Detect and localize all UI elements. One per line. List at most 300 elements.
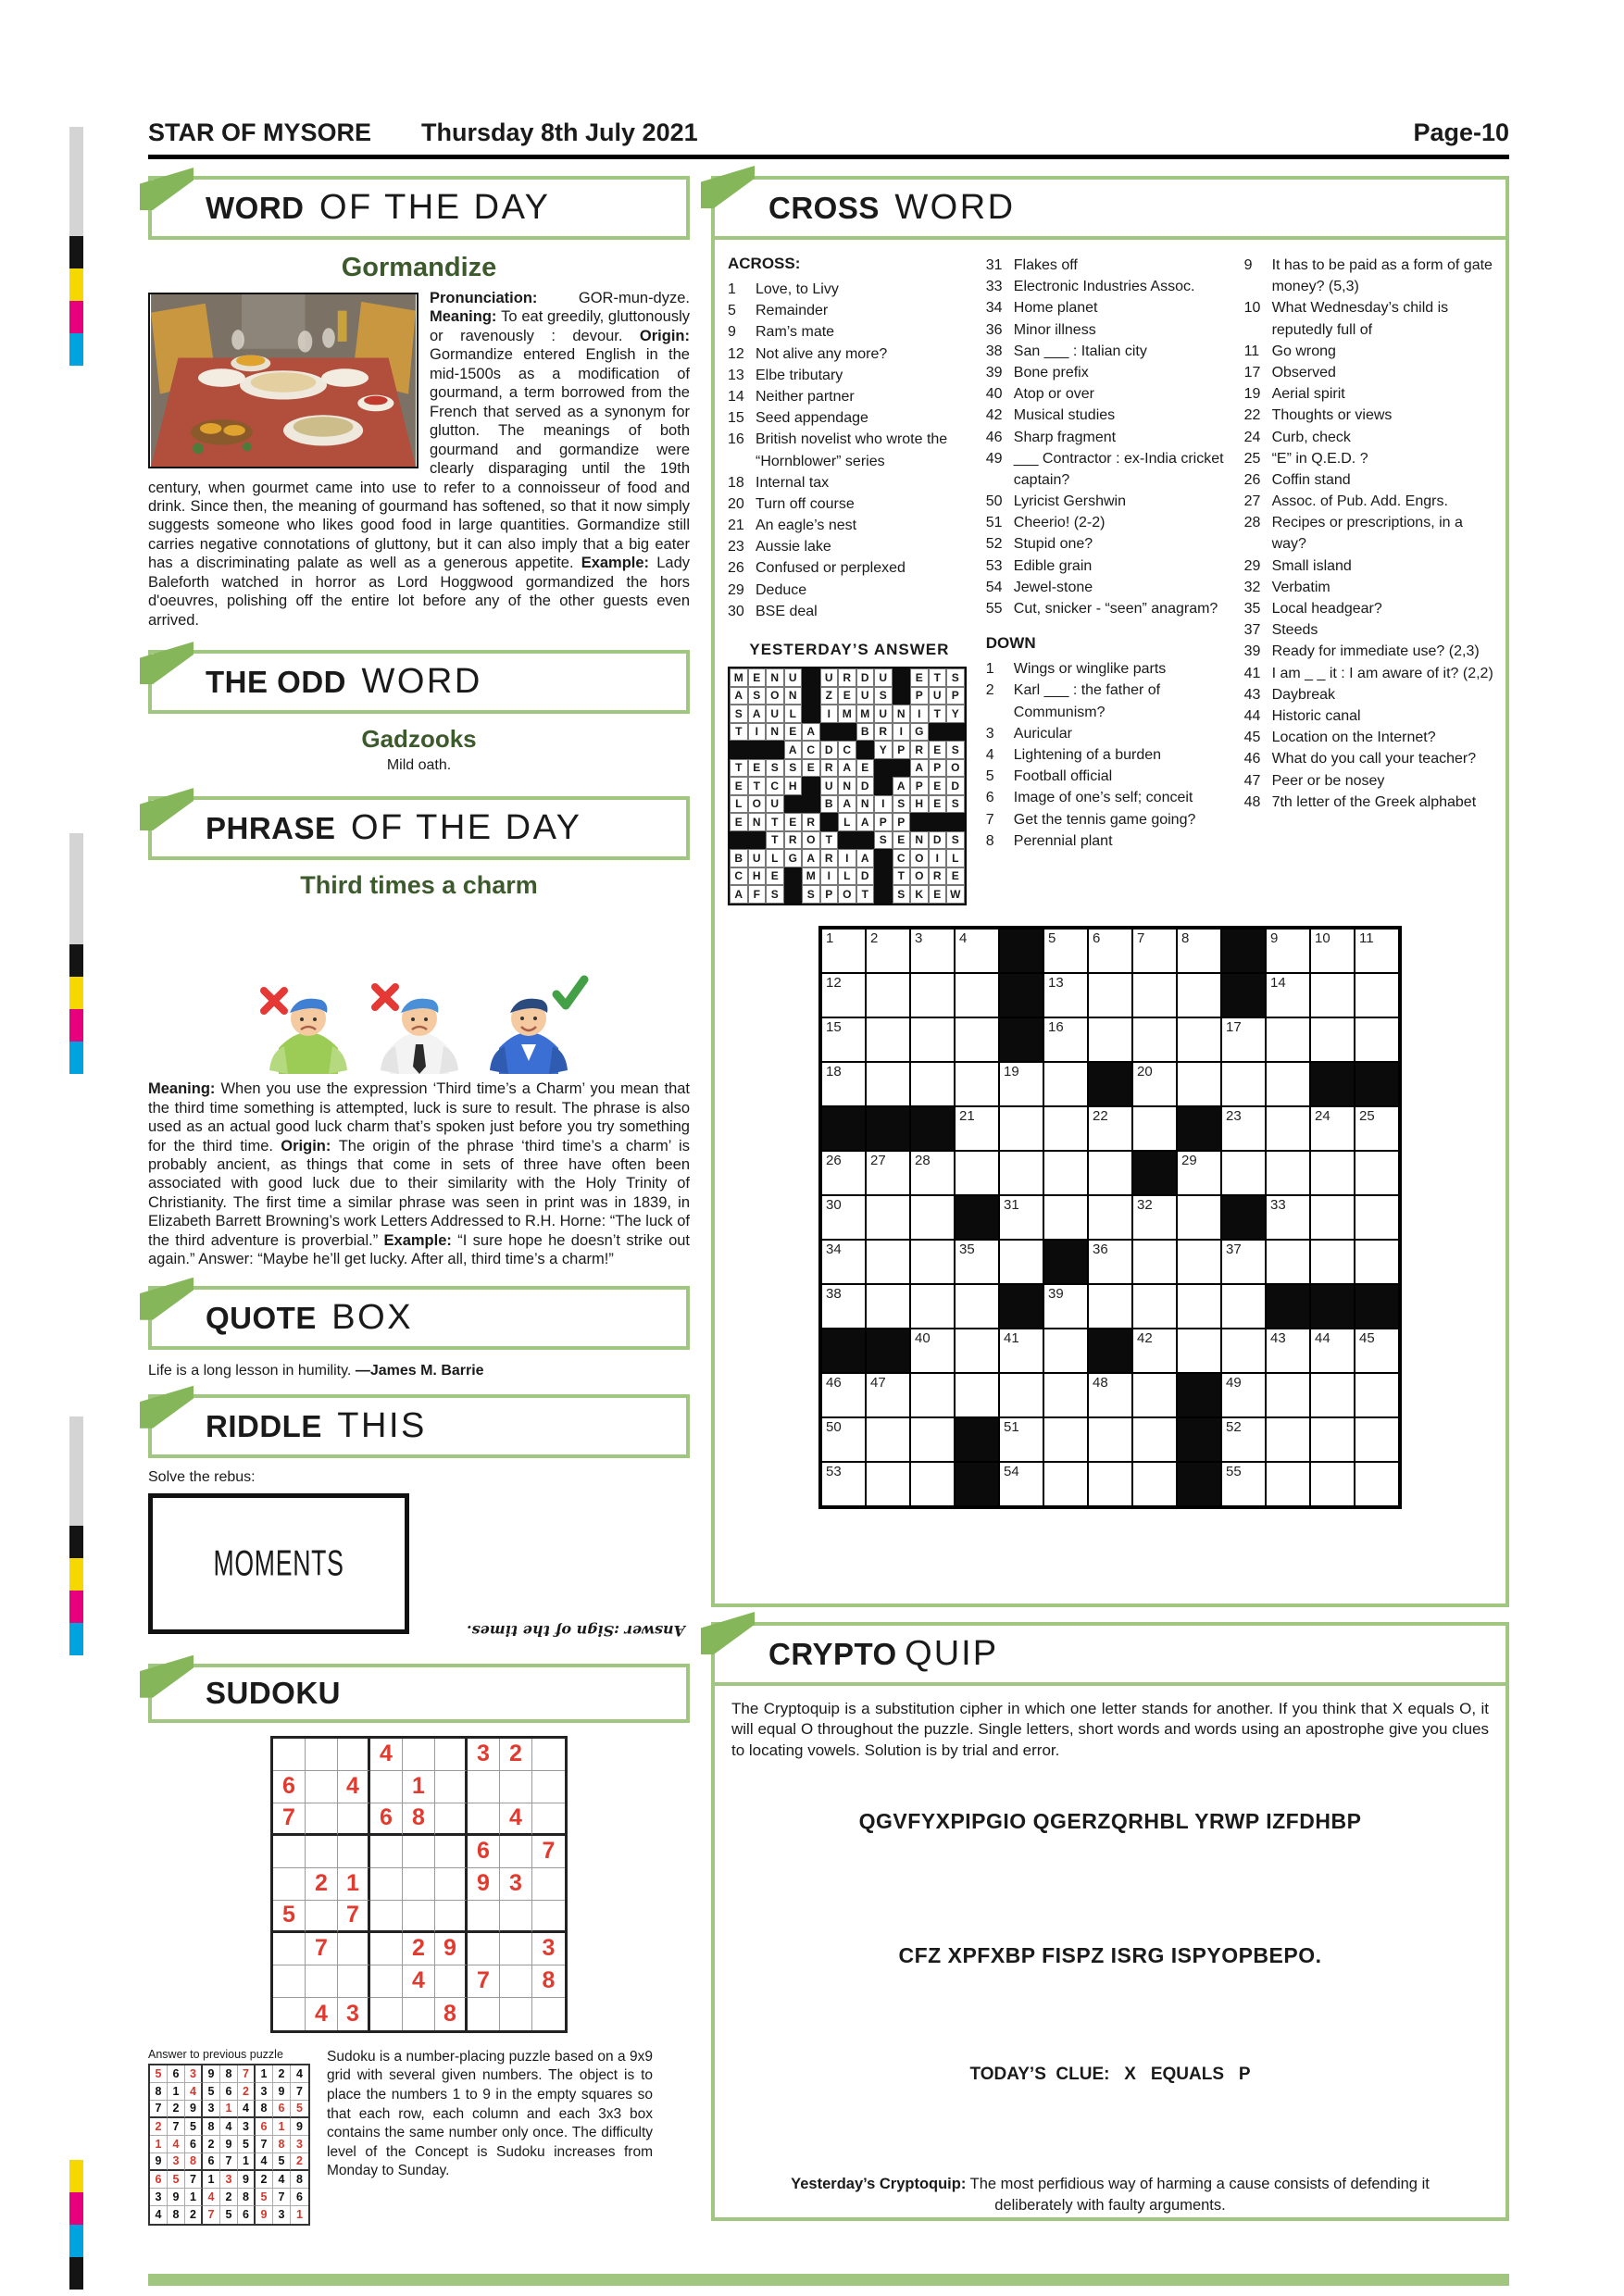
cell-number: 35 xyxy=(959,1241,975,1257)
answer-cell xyxy=(893,687,911,705)
crossword-cell xyxy=(1043,1062,1088,1106)
answer-cell: D xyxy=(820,741,839,759)
odd-word-definition: Mild oath. xyxy=(386,757,452,774)
answer-cell xyxy=(856,741,875,759)
clue-text: Internal tax xyxy=(756,474,830,491)
crossword-cell xyxy=(1310,929,1355,973)
crossword-cell xyxy=(1132,1417,1177,1462)
crossword-cell xyxy=(1266,973,1310,1017)
sudoku-answer-cell: 2 xyxy=(273,2065,291,2083)
sudoku-answer-cell: 1 xyxy=(273,2118,291,2136)
sudoku-answer-cell: 6 xyxy=(220,2083,238,2101)
issue-date: Thursday 8th July 2021 xyxy=(421,119,698,146)
sudoku-answer-cell: 4 xyxy=(273,2171,291,2189)
crossword-cell xyxy=(1043,929,1088,973)
sudoku-answer-cell: 2 xyxy=(185,2206,203,2224)
crossword-section xyxy=(711,176,1509,1607)
clue-item xyxy=(1244,705,1496,727)
cell-number: 44 xyxy=(1315,1329,1330,1346)
answer-cell: M xyxy=(856,705,875,723)
crossword-cell xyxy=(1266,1329,1310,1373)
clue-text: Steeds xyxy=(1271,622,1318,639)
answer-cell: E xyxy=(748,668,767,687)
entry-label: Origin: xyxy=(639,327,690,344)
answer-cell: D xyxy=(856,668,875,687)
clue-number: 53 xyxy=(985,557,1003,574)
clue-number: 9 xyxy=(728,324,736,341)
section-title-strong: CRYPTO xyxy=(768,1637,897,1671)
cell-number: 39 xyxy=(1048,1285,1064,1302)
crossword-cell xyxy=(1132,1240,1177,1284)
answer-cell: U xyxy=(874,705,893,723)
clue-item xyxy=(1244,362,1496,383)
crossword-cell xyxy=(1088,1373,1132,1417)
clue-number: 50 xyxy=(985,493,1003,510)
crossword-cell xyxy=(955,1151,999,1195)
cell-number: 40 xyxy=(915,1329,931,1346)
clue-number: 48 xyxy=(1243,793,1261,810)
clue-number: 43 xyxy=(1243,686,1261,703)
sudoku-cell xyxy=(370,1933,403,1965)
clue-text: An eagle’s nest xyxy=(756,518,857,534)
sudoku-answer-cell: 8 xyxy=(185,2153,203,2171)
crossword-cell xyxy=(1355,1284,1399,1329)
crossword-cell xyxy=(1221,1373,1266,1417)
crossword-cell xyxy=(1132,1062,1177,1106)
sudoku-answer-cell: 4 xyxy=(220,2118,238,2136)
crossword-cell xyxy=(1221,1284,1266,1329)
sudoku-previous-answer-block xyxy=(148,2048,310,2226)
clue-item xyxy=(1244,512,1496,555)
crossword-cell xyxy=(866,973,910,1017)
clue-item xyxy=(986,362,1230,383)
sudoku-cell: 8 xyxy=(532,1965,565,1998)
clue-text: British novelist who wrote the “Hornblower” series xyxy=(756,431,948,469)
crossword-cell xyxy=(955,1373,999,1417)
answer-cell xyxy=(802,687,820,705)
crossword-cell xyxy=(1177,1373,1221,1417)
cell-number: 42 xyxy=(1137,1329,1153,1346)
crossword-cell xyxy=(866,1417,910,1462)
answer-cell: U xyxy=(856,687,875,705)
clue-item xyxy=(986,744,1230,766)
answer-cell xyxy=(874,759,893,778)
sudoku-cell xyxy=(306,1836,338,1868)
sudoku-cell xyxy=(500,1771,532,1803)
clue-item xyxy=(728,601,971,622)
word-of-day-text: Pronunciation: GOR-mun-dyze. Meaning: To eat greedily, gluttonously or ravenously : devour. Origin: Gormandize entered English in the mid-1500s as a modification of gourmand, a term borrowed from the French that served as a synonym for glutton. The meanings of both gourmand and gormandize were clearly disparaging until the 19th century, when gourmet came into use to refer to a connoisseur of food and drink. Since then, the meaning of gourmand has softened, so that it now simply suggests someone who likes good food in large quantities. Gormandize still carries negative connotations of gluttony, but it can also imply that a big eater has a discriminating palate as well as a generous appetite. Example: Lady Baleforth watched in horror as Lord Hoggwood gormandized the hors d'oeuvres, polishing off the entire lot before any of the other guests even arrived. xyxy=(148,290,690,629)
clue-item xyxy=(1244,555,1496,577)
crossword-cell xyxy=(1221,973,1266,1017)
crossword-cell xyxy=(1088,1017,1132,1062)
answer-cell: L xyxy=(730,795,748,814)
answer-cell: A xyxy=(838,795,856,814)
clue-text: Assoc. of Pub. Add. Engrs. xyxy=(1271,493,1448,510)
clue-number: 8 xyxy=(985,832,994,849)
clue-item xyxy=(986,766,1230,787)
crossword-cell xyxy=(1043,1240,1088,1284)
sudoku-cell: 7 xyxy=(306,1933,338,1965)
rebus-text: MOMENTS xyxy=(213,1542,344,1583)
crossword-cell xyxy=(1177,1017,1221,1062)
answer-cell: O xyxy=(946,759,965,778)
crossword-cell xyxy=(866,1151,910,1195)
answer-cell: U xyxy=(929,687,947,705)
cell-number: 28 xyxy=(915,1152,931,1168)
cell-number: 1 xyxy=(826,930,834,946)
sudoku-cell: 9 xyxy=(435,1933,468,1965)
answer-cell: I xyxy=(874,795,893,814)
cryptoquip-yesterday-text: The most perfidious way of harming a cause consists of defending it deliberately with faulty arguments. xyxy=(969,2176,1430,2215)
crossword-cell xyxy=(1221,1417,1266,1462)
answer-cell: Z xyxy=(820,687,839,705)
crossword-cell xyxy=(866,1373,910,1417)
sudoku-cell: 6 xyxy=(273,1771,306,1803)
across-label: ACROSS: xyxy=(728,255,801,272)
sudoku-answer-cell: 8 xyxy=(150,2083,168,2101)
crossword-cell xyxy=(1177,1240,1221,1284)
answer-cell xyxy=(874,777,893,795)
answer-cell xyxy=(893,759,911,778)
answer-cell: S xyxy=(766,885,784,904)
crossword-cell xyxy=(910,1284,955,1329)
sudoku-answer-cell: 3 xyxy=(203,2101,220,2118)
clue-text: Minor illness xyxy=(1013,321,1096,338)
sudoku-answer-cell: 2 xyxy=(291,2153,308,2171)
sudoku-answer-cell: 2 xyxy=(203,2136,220,2153)
crossword-cell xyxy=(1310,1017,1355,1062)
answer-cell: A xyxy=(802,723,820,742)
cell-number: 51 xyxy=(1004,1418,1019,1435)
answer-cell: A xyxy=(856,849,875,867)
crossword-cell xyxy=(1221,1151,1266,1195)
crossword-cell xyxy=(955,1106,999,1151)
sudoku-cell xyxy=(273,1965,306,1998)
answer-cell: O xyxy=(748,795,767,814)
crossword-cell xyxy=(910,1151,955,1195)
clue-number: 1 xyxy=(728,281,736,297)
clue-number: 17 xyxy=(1243,364,1261,381)
sudoku-cell: 7 xyxy=(468,1965,500,1998)
section-title-strong: THE ODD xyxy=(206,665,346,700)
answer-cell: E xyxy=(766,867,784,886)
clue-text: I am _ _ it : I am aware of it? (2,2) xyxy=(1271,665,1493,681)
clue-text: Ready for immediate use? (2,3) xyxy=(1271,643,1480,660)
crossword-grid xyxy=(818,926,1402,1509)
sudoku-answer-cell: 7 xyxy=(168,2118,185,2136)
answer-cell: I xyxy=(820,867,839,886)
word-of-day-word: Gormandize xyxy=(341,253,497,282)
clue-number: 11 xyxy=(1243,343,1260,359)
down-label: DOWN xyxy=(985,634,1036,653)
crossword-cell xyxy=(866,1462,910,1506)
answer-cell xyxy=(730,831,748,850)
sudoku-answer-cell: 6 xyxy=(203,2153,220,2171)
answer-cell: H xyxy=(748,867,767,886)
answer-cell: R xyxy=(820,759,839,778)
sudoku-cell: 4 xyxy=(338,1771,370,1803)
sudoku-description: Sudoku is a number-placing puzzle based on a 9x9 grid with several given numbers. The object is to place the numbers 1 to 9 in the empty squares so that each row, each column and each 3x3 box contains the same number only once. The difficulty level of the Concept is Sudoku increases from Monday to Sunday. xyxy=(327,2048,653,2179)
sudoku-cell xyxy=(500,1965,532,1998)
cell-number: 47 xyxy=(870,1374,886,1391)
crossword-cell xyxy=(1088,1417,1132,1462)
answer-cell: N xyxy=(893,705,911,723)
sudoku-answer-cell: 5 xyxy=(291,2101,308,2118)
answer-cell xyxy=(820,813,839,831)
sudoku-answer-cell: 6 xyxy=(273,2101,291,2118)
print-registration-marks xyxy=(69,127,83,366)
crossword-cell xyxy=(1043,1373,1088,1417)
sudoku-cell xyxy=(370,1836,403,1868)
newspaper-title: STAR OF MYSORE xyxy=(148,119,372,146)
crossword-cell xyxy=(1132,1462,1177,1506)
clue-text: Turn off course xyxy=(756,495,855,512)
clue-item xyxy=(986,383,1230,405)
crossword-cell xyxy=(1310,1373,1355,1417)
sudoku-cell xyxy=(532,1868,565,1901)
answer-cell: M xyxy=(730,668,748,687)
sudoku-answer-cell: 7 xyxy=(273,2189,291,2206)
sudoku-answer-cell: 6 xyxy=(256,2118,273,2136)
answer-cell: I xyxy=(820,705,839,723)
answer-cell: T xyxy=(929,668,947,687)
crossword-cell xyxy=(955,1240,999,1284)
section-title-strong: QUOTE xyxy=(206,1300,317,1335)
crossword-cell xyxy=(955,1062,999,1106)
sudoku-answer-label: Answer to previous puzzle xyxy=(148,2047,283,2061)
clue-text: Wings or winglike parts xyxy=(1013,661,1167,678)
sudoku-cell xyxy=(306,1901,338,1933)
sudoku-answer-cell: 4 xyxy=(256,2153,273,2171)
clue-item xyxy=(986,555,1230,577)
sudoku-answer-cell: 6 xyxy=(168,2065,185,2083)
answer-cell: N xyxy=(766,723,784,742)
bottom-green-rule xyxy=(148,2274,1509,2286)
crossword-cell xyxy=(999,1195,1043,1240)
crossword-cell xyxy=(1043,1462,1088,1506)
sudoku-cell xyxy=(338,1965,370,1998)
clue-number: 34 xyxy=(985,300,1003,317)
sudoku-cell xyxy=(273,1933,306,1965)
clue-number: 6 xyxy=(985,790,994,806)
clue-number: 46 xyxy=(985,429,1003,445)
crossword-cell xyxy=(1043,1151,1088,1195)
section-header-crossword xyxy=(715,180,1505,240)
sudoku-answer-cell: 3 xyxy=(238,2118,256,2136)
sudoku-answer-cell: 7 xyxy=(203,2206,220,2224)
sudoku-answer-cell: 8 xyxy=(238,2189,256,2206)
answer-cell: E xyxy=(730,813,748,831)
sudoku-cell xyxy=(306,1739,338,1771)
sudoku-cell: 1 xyxy=(403,1771,435,1803)
crossword-cell xyxy=(1177,929,1221,973)
clue-text: Football official xyxy=(1013,768,1113,785)
clue-text: Verbatim xyxy=(1271,579,1330,595)
crossword-cell xyxy=(1088,1284,1132,1329)
section-title-strong: PHRASE xyxy=(206,811,336,846)
section-title-strong: RIDDLE xyxy=(206,1408,322,1443)
cell-number: 19 xyxy=(1004,1063,1019,1079)
cell-number: 22 xyxy=(1093,1107,1108,1124)
sudoku-cell: 2 xyxy=(306,1868,338,1901)
clue-text: ___ Contractor : ex-India cricket captain? xyxy=(1013,450,1224,488)
clue-item xyxy=(728,515,971,536)
cryptoquip-puzzle-line-1: QGVFYXPIPGIO QGERZQRHBL YRWP IZFDHBP xyxy=(858,1809,1362,1834)
sudoku-answer-cell: 7 xyxy=(291,2083,308,2101)
clue-text: Small island xyxy=(1271,557,1352,574)
answer-cell: E xyxy=(838,687,856,705)
answer-cell: I xyxy=(929,849,947,867)
answer-cell: P xyxy=(910,687,929,705)
clue-number: 38 xyxy=(985,343,1003,359)
answer-cell: I xyxy=(748,723,767,742)
sudoku-answer-cell: 2 xyxy=(168,2101,185,2118)
answer-cell: R xyxy=(838,668,856,687)
answer-cell: T xyxy=(893,867,911,886)
sudoku-cell: 5 xyxy=(273,1901,306,1933)
corner-flag-icon xyxy=(140,1278,194,1320)
answer-cell: U xyxy=(766,795,784,814)
crossword-cell xyxy=(821,1329,866,1373)
crossword-cell xyxy=(866,1240,910,1284)
answer-cell: U xyxy=(784,668,803,687)
clue-item xyxy=(1244,770,1496,792)
clue-column-1 xyxy=(728,255,971,905)
crossword-cell xyxy=(1088,1329,1132,1373)
crossword-cell xyxy=(910,1017,955,1062)
section-header-phrase-of-the-day xyxy=(148,796,690,860)
clue-text: Ram’s mate xyxy=(756,324,835,341)
clue-text: Bone prefix xyxy=(1013,364,1089,381)
clue-text: Image of one’s self; conceit xyxy=(1013,790,1193,806)
sudoku-cell xyxy=(403,1998,435,2030)
sudoku-answer-cell: 3 xyxy=(185,2065,203,2083)
crossword-cell xyxy=(1355,1373,1399,1417)
sudoku-answer-cell: 8 xyxy=(168,2206,185,2224)
crossword-cell xyxy=(999,1462,1043,1506)
clue-item xyxy=(728,343,971,365)
clue-number: 36 xyxy=(985,321,1003,338)
crossword-cell xyxy=(1310,1417,1355,1462)
section-header-sudoku xyxy=(148,1664,690,1723)
answer-cell: G xyxy=(784,849,803,867)
clue-item xyxy=(986,512,1230,533)
cell-number: 12 xyxy=(826,974,842,991)
sudoku-cell xyxy=(370,1901,403,1933)
cell-number: 21 xyxy=(959,1107,975,1124)
clue-text: Not alive any more? xyxy=(756,345,888,362)
crossword-cell xyxy=(1132,929,1177,973)
clue-number: 4 xyxy=(985,746,994,763)
cell-number: 7 xyxy=(1137,930,1145,946)
riddle-prompt: Solve the rebus: xyxy=(148,1468,256,1485)
crossword-cell xyxy=(1088,973,1132,1017)
section-title-strong: CROSS xyxy=(768,191,880,225)
answer-cell: A xyxy=(910,759,929,778)
crossword-cell xyxy=(1221,1462,1266,1506)
answer-cell: E xyxy=(929,795,947,814)
clue-text: Neither partner xyxy=(756,388,855,405)
answer-cell: A xyxy=(838,759,856,778)
crossword-cell xyxy=(910,1195,955,1240)
crossword-cell xyxy=(1221,929,1266,973)
clue-item xyxy=(1244,727,1496,748)
answer-cell: T xyxy=(730,723,748,742)
answer-cell: U xyxy=(820,668,839,687)
clue-number: 23 xyxy=(728,539,744,555)
answer-cell: B xyxy=(730,849,748,867)
answer-cell: A xyxy=(802,849,820,867)
clue-text: Seed appendage xyxy=(756,410,868,427)
crossword-cell xyxy=(999,1062,1043,1106)
cell-number: 48 xyxy=(1093,1374,1108,1391)
clue-text: Remainder xyxy=(756,303,829,319)
sudoku-cell xyxy=(338,1803,370,1836)
sudoku-answer-cell: 9 xyxy=(256,2206,273,2224)
clue-item xyxy=(986,533,1230,555)
crossword-cell xyxy=(866,1017,910,1062)
quote-text xyxy=(148,1363,690,1379)
answer-cell: E xyxy=(929,777,947,795)
entry-label: Pronunciation: xyxy=(430,290,579,306)
rebus-area xyxy=(148,1493,690,1649)
crossword-cell xyxy=(1266,1017,1310,1062)
clue-item xyxy=(1244,792,1496,813)
clue-item xyxy=(1244,297,1496,340)
sudoku-answer-cell: 7 xyxy=(220,2153,238,2171)
crossword-cell xyxy=(1177,1417,1221,1462)
section-title-light: QUIP xyxy=(905,1634,999,1673)
sudoku-cell xyxy=(338,1933,370,1965)
answer-cell: P xyxy=(946,687,965,705)
crossword-cell xyxy=(1132,1151,1177,1195)
cell-number: 13 xyxy=(1048,974,1064,991)
answer-cell: P xyxy=(893,741,911,759)
clue-text: Lightening of a burden xyxy=(1013,746,1162,763)
sudoku-cell xyxy=(435,1739,468,1771)
clue-item xyxy=(986,491,1230,512)
answer-cell xyxy=(893,668,911,687)
clue-text: Cheerio! (2-2) xyxy=(1013,515,1106,531)
sudoku-cell: 8 xyxy=(435,1998,468,2030)
crossword-cell xyxy=(1266,929,1310,973)
sudoku-cell xyxy=(500,1836,532,1868)
clue-text: Local headgear? xyxy=(1271,601,1382,617)
cell-number: 46 xyxy=(826,1374,842,1391)
sudoku-cell: 4 xyxy=(306,1998,338,2030)
clue-item xyxy=(986,723,1230,744)
crossword-cell xyxy=(1177,1329,1221,1373)
clue-item xyxy=(986,276,1230,297)
sudoku-answer-cell: 8 xyxy=(291,2171,308,2189)
cell-number: 49 xyxy=(1226,1374,1242,1391)
sudoku-cell xyxy=(532,1901,565,1933)
sudoku-answer-cell: 4 xyxy=(168,2136,185,2153)
quote-author: —James M. Barrie xyxy=(355,1362,484,1379)
clue-number: 51 xyxy=(985,515,1003,531)
cell-number: 30 xyxy=(826,1196,842,1213)
clue-item xyxy=(728,580,971,601)
clue-item xyxy=(986,577,1230,598)
sudoku-answer-cell: 1 xyxy=(220,2101,238,2118)
clue-item xyxy=(986,680,1230,722)
crossword-clues xyxy=(715,240,1505,905)
sudoku-grid xyxy=(270,1736,568,2033)
crossword-cell xyxy=(910,1240,955,1284)
crossword-cell xyxy=(1310,1240,1355,1284)
answer-cell: O xyxy=(838,885,856,904)
sudoku-answer-cell: 7 xyxy=(185,2171,203,2189)
